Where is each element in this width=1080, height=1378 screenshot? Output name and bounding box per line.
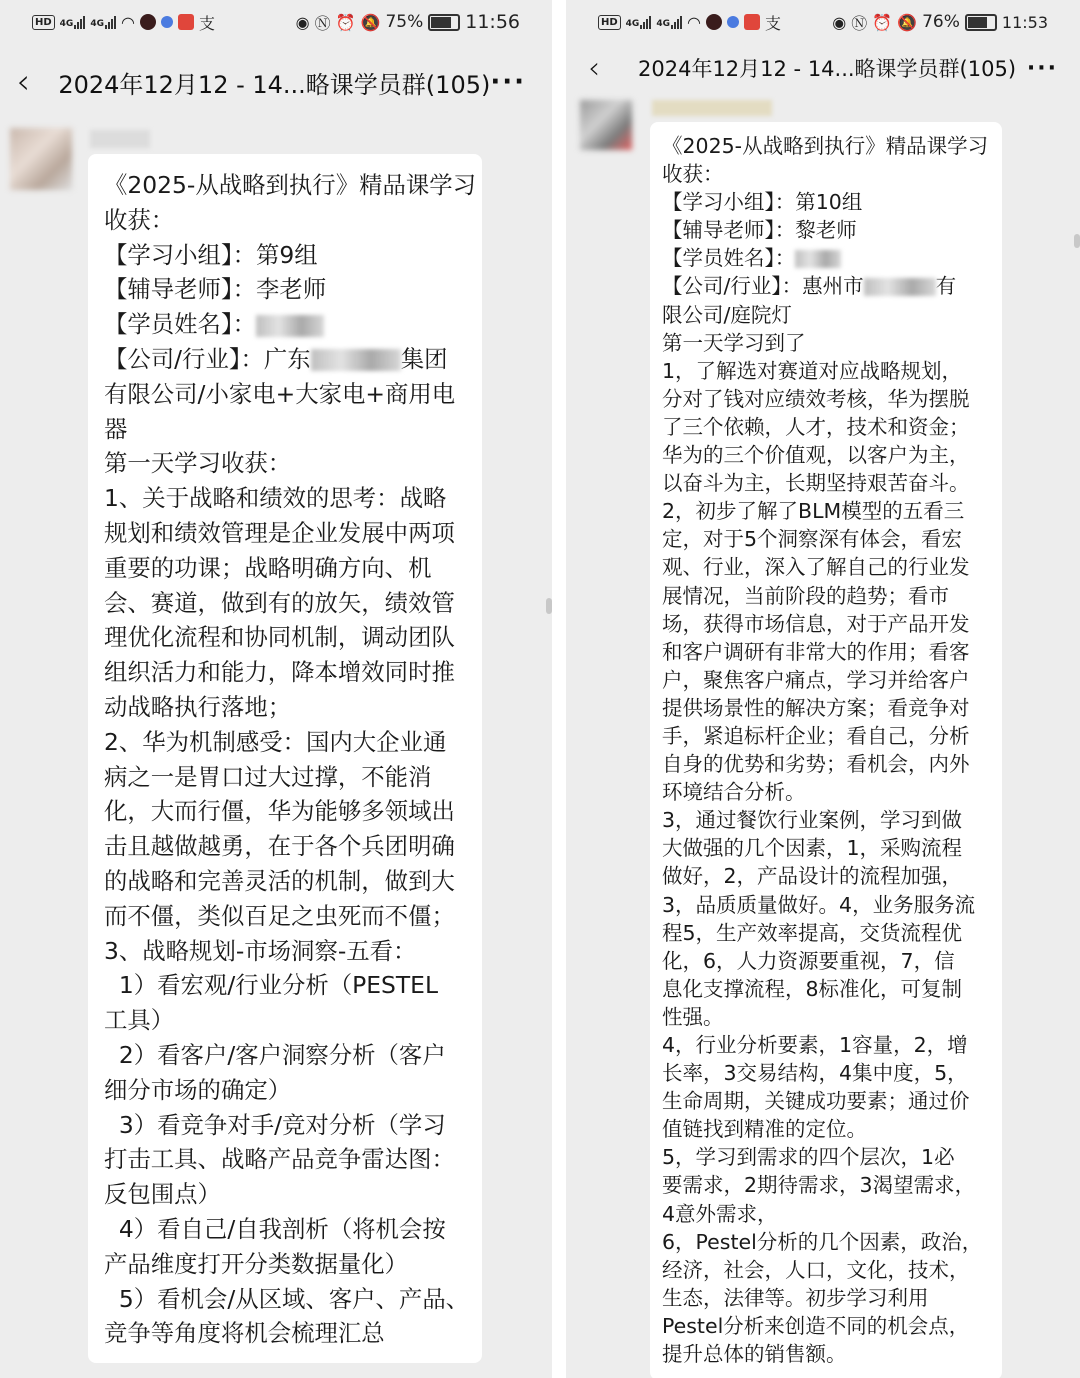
message-line (104, 342, 482, 377)
hd-badge-icon: HD (598, 15, 621, 30)
chat-header (566, 38, 1080, 98)
message-line (662, 244, 1002, 272)
message-line-text: 3，通过餐饮行业案例，学习到做 (662, 808, 963, 833)
message-line-text: 化，6，人力资源要重视，7，信 (662, 948, 955, 973)
message-line-text: 要需求，2期待需求，3渴望需求， (662, 1173, 976, 1198)
message-line-text: 竞争等角度将机会梳理汇总 (104, 1319, 385, 1348)
redacted-company (864, 278, 936, 296)
message-line-text: 5）看机会/从区域、客户、产品、 (104, 1284, 470, 1313)
message-line-text: 长率，3交易结构，4集中度，5， (662, 1061, 968, 1086)
message-line (662, 469, 1002, 497)
scroll-handle[interactable] (1074, 234, 1080, 248)
hd-badge-icon: HD (32, 15, 55, 30)
message-line-text: 收获： (662, 162, 724, 187)
message-line-text: 3）看竞争对手/竞对分析（学习 (104, 1110, 446, 1139)
message-line (662, 638, 1002, 666)
message-line (662, 1200, 1002, 1228)
message-line-text: 以奋斗为主，长期坚持艰苦奋斗。 (662, 471, 970, 496)
message-line-text: 【学习小组】：第9组 (104, 240, 318, 269)
alarm-icon: ⏰ (335, 12, 356, 32)
message-line-text: 展情况，当前阶段的趋势；看市 (662, 583, 949, 608)
message-line-text: 1）看宏观/行业分析（PESTEL (104, 971, 438, 1000)
message-line (104, 760, 482, 795)
message-line (104, 690, 482, 725)
message-line-text: 提升总体的销售额。 (662, 1342, 847, 1367)
message-line-text: 3，品质质量做好。4，业务服务流 (662, 892, 976, 917)
message-line (662, 301, 1002, 329)
message-line-text: 了三个依赖，人才，技术和资金； (662, 414, 970, 439)
message-line (104, 203, 482, 238)
message-line-text: 限公司/庭院灯 (662, 302, 792, 327)
message-line (662, 1312, 1002, 1340)
message-line-text: 和客户调研有非常大的作用；看客 (662, 639, 970, 664)
message-line (104, 655, 482, 690)
wifi-icon: ◠ (686, 12, 701, 32)
message-line (104, 1108, 482, 1143)
battery-percent: 75% (385, 12, 424, 32)
message-line (662, 216, 1002, 244)
message-line-text: 6，Pestel分析的几个因素，政治， (662, 1229, 983, 1254)
message-line-text: 3、战略规划-市场洞察-五看： (104, 936, 417, 965)
message-line (662, 694, 1002, 722)
battery-icon (965, 14, 997, 31)
message-line (662, 1171, 1002, 1199)
message-line-text: 环境结合分析。 (662, 780, 806, 805)
alarm-icon: ⏰ (872, 12, 893, 32)
message-line-text: 【学员姓名】： (662, 246, 796, 271)
message-line-text: 组织活力和能力，降本增效同时推 (104, 658, 455, 687)
message-line (662, 1284, 1002, 1312)
nfc-icon: Ⓝ (851, 13, 868, 33)
message-line (662, 525, 1002, 553)
message-line (662, 497, 1002, 525)
message-line-text: 手，紧追标杆企业；看自己，分析 (662, 723, 970, 748)
message-line-text: 理优化流程和协同机制，调动团队 (104, 623, 455, 652)
message-line-text: 规划和绩效管理是企业发展中两项 (104, 518, 455, 547)
message-line (104, 446, 482, 481)
message-line-text: 2）看客户/客户洞察分析（客户 (104, 1040, 446, 1069)
message-bubble[interactable] (650, 122, 1002, 1378)
message-line (662, 1143, 1002, 1171)
message-line (662, 947, 1002, 975)
message-line-text: 做好，2，产品设计的流程加强， (662, 864, 963, 889)
message-line (662, 272, 1002, 300)
message-line (662, 834, 1002, 862)
message-line (104, 551, 482, 586)
message-line-text: 击且越做越勇，在于各个兵团明确 (104, 832, 455, 861)
message-line (104, 168, 482, 203)
message-line (662, 582, 1002, 610)
message-line-text: 生命周期，关键成功要素；通过价 (662, 1089, 970, 1114)
message-line-text: 经济，社会，人口，文化，技术， (662, 1257, 970, 1282)
message-line-text: 反包围点） (104, 1180, 221, 1209)
message-line-text: 4）看自己/自我剖析（将机会按 (104, 1214, 446, 1243)
message-line-text: 程5，生产效率提高，交货流程优 (662, 920, 963, 945)
sender-nickname (90, 130, 150, 148)
message-line-text: 打击工具、战略产品竞争雷达图： (104, 1145, 455, 1174)
message-line-text: 5，学习到需求的四个层次，1必 (662, 1145, 955, 1170)
message-line-text: 息化支撑流程，8标准化，可复制 (662, 976, 963, 1001)
message-line (662, 1003, 1002, 1031)
message-line-text: 的战略和完善灵活的机制，做到大 (104, 866, 455, 895)
message-line (662, 1031, 1002, 1059)
signal-icon-2: 4G (656, 16, 682, 29)
message-line (662, 188, 1002, 216)
message-line (662, 1340, 1002, 1368)
chat-title: 2024年12月12 - 14...略课学员群(105) (58, 70, 491, 99)
message-line (104, 1316, 482, 1351)
message-line (104, 1177, 482, 1212)
message-line-text: 生态，法律等。初步学习利用 (662, 1285, 929, 1310)
message-line-text: 重要的功课；战略明确方向、机 (104, 553, 432, 582)
back-arrow-icon[interactable]: ‹ (588, 50, 600, 86)
scroll-handle[interactable] (546, 598, 552, 614)
message-line-text: 有限公司/小家电+大家电+商用电 (104, 379, 456, 408)
clock: 11:56 (465, 11, 520, 33)
message-line (104, 1073, 482, 1108)
message-line-text: 而不僵，类似百足之虫死而不僵； (104, 901, 455, 930)
message-line (662, 975, 1002, 1003)
message-line (662, 160, 1002, 188)
message-line-text: 分对了钱对应绩效考核，华为摆脱 (662, 386, 970, 411)
message-line-text: 工具） (104, 1006, 175, 1035)
message-line (104, 794, 482, 829)
redacted-company (311, 349, 401, 371)
message-line (662, 553, 1002, 581)
mute-icon: 🔕 (897, 12, 918, 32)
message-line (104, 934, 482, 969)
eye-icon: ◉ (295, 12, 310, 32)
message-line-text: 《2025-从战略到执行》精品课学习 (662, 134, 989, 158)
message-line (662, 750, 1002, 778)
message-line-text: 性强。 (662, 1004, 724, 1029)
message-line-text: 【学习小组】：第10组 (662, 190, 863, 215)
message-line-text: 【公司/行业】：惠州市 (662, 274, 864, 299)
message-line (104, 1142, 482, 1177)
clock: 11:53 (1001, 12, 1048, 32)
message-line (662, 441, 1002, 469)
message-line (662, 666, 1002, 694)
message-line (662, 357, 1002, 385)
message-line (104, 377, 482, 412)
message-line (662, 132, 1002, 160)
message-line-text: 值链找到精准的定位。 (662, 1117, 867, 1142)
message-line-text: 化，大而行僵，华为能够多领域出 (104, 797, 455, 826)
redacted-name (795, 250, 841, 268)
message-line (104, 1212, 482, 1247)
nfc-icon: Ⓝ (314, 13, 331, 33)
message-line (662, 1059, 1002, 1087)
message-line (104, 272, 482, 307)
app-notification-icon (140, 14, 156, 30)
message-line-text: 【公司/行业】：广东 (104, 344, 311, 373)
pay-icon: 支 (198, 13, 215, 33)
status-bar (0, 0, 552, 44)
eye-icon: ◉ (832, 12, 847, 32)
message-line (662, 413, 1002, 441)
message-line (662, 1115, 1002, 1143)
avatar[interactable] (580, 100, 632, 150)
message-line (662, 385, 1002, 413)
message-line (662, 862, 1002, 890)
sender-nickname (652, 100, 772, 116)
message-line-text: 【辅导老师】：黎老师 (662, 218, 857, 243)
message-line (662, 722, 1002, 750)
signal-icon: 4G (60, 16, 86, 29)
message-line (104, 586, 482, 621)
message-line (662, 806, 1002, 834)
message-line (104, 1282, 482, 1317)
message-line-text: 户，聚焦客户痛点，学习并给客户 (662, 667, 970, 692)
message-line-text: 4意外需求， (662, 1201, 778, 1226)
message-line (104, 864, 482, 899)
signal-icon: 4G (626, 16, 652, 29)
mute-icon: 🔕 (360, 12, 381, 32)
signal-icon-2: 4G (90, 16, 116, 29)
chat-header (0, 52, 552, 112)
message-line (662, 329, 1002, 357)
message-line-text: 第一天学习收获： (104, 449, 292, 478)
message-line-text: 自身的优势和劣势；看机会，内外 (662, 752, 970, 777)
message-line-text: 细分市场的确定） (104, 1075, 292, 1104)
message-line-text: 1、关于战略和绩效的思考：战略 (104, 484, 447, 513)
message-line-text: 动战略执行落地； (104, 692, 292, 721)
message-line (662, 1256, 1002, 1284)
message-line (662, 610, 1002, 638)
message-line (104, 412, 482, 447)
message-line-text: 【学员姓名】： (104, 310, 257, 339)
message-line (104, 725, 482, 760)
company-suffix: 集团 (400, 344, 448, 373)
message-line-text: 病之一是胃口过大过撑，不能消 (104, 762, 432, 791)
wifi-icon: ◠ (120, 12, 135, 32)
message-line-text: 提供场景性的解决方案；看竞争对 (662, 695, 970, 720)
music-icon (727, 16, 739, 28)
message-line-text: 【辅导老师】：李老师 (104, 275, 327, 304)
message-line-text: 产品维度打开分类数据量化） (104, 1249, 409, 1278)
music-icon (161, 16, 173, 28)
message-line (104, 1247, 482, 1282)
message-line (104, 968, 482, 1003)
right-chat-screen (566, 0, 1080, 1378)
message-line-text: 第一天学习到了 (662, 330, 806, 355)
back-arrow-icon[interactable]: ‹ (16, 62, 30, 102)
pay-icon: 支 (764, 13, 781, 33)
message-line (104, 899, 482, 934)
message-line-text: 1，了解选对赛道对应战略规划， (662, 358, 963, 383)
message-line (104, 481, 482, 516)
message-line-text: 大做强的几个因素，1，采购流程 (662, 836, 963, 861)
message-line (104, 238, 482, 273)
message-line-text: 2、华为机制感受：国内大企业通 (104, 727, 447, 756)
message-line-text: 场，获得市场信息，对于产品开发 (662, 611, 970, 636)
news-app-icon (178, 14, 194, 30)
message-bubble[interactable] (88, 154, 482, 1363)
message-line (104, 516, 482, 551)
more-options-icon[interactable]: ··· (1026, 55, 1058, 81)
message-line-text: 观、行业，深入了解自己的行业发 (662, 555, 970, 580)
more-options-icon[interactable]: ··· (490, 67, 526, 97)
message-line (662, 1228, 1002, 1256)
message-line-text: 会、赛道，做到有的放矢，绩效管 (104, 588, 455, 617)
avatar[interactable] (10, 128, 72, 190)
message-line-text: 器 (104, 414, 128, 443)
message-line-text: Pestel分析来创造不同的机会点， (662, 1313, 970, 1338)
message-line (104, 307, 482, 342)
redacted-name (256, 315, 324, 337)
message-line-text: 《2025-从战略到执行》精品课学习 (104, 171, 477, 199)
chat-title: 2024年12月12 - 14...略课学员群(105) (638, 57, 1017, 81)
message-line (662, 1087, 1002, 1115)
message-line-text: 定，对于5个洞察深有体会，看宏 (662, 527, 963, 552)
app-notification-icon (706, 14, 722, 30)
message-line (104, 620, 482, 655)
message-line-text: 2，初步了解了BLM模型的五看三 (662, 499, 965, 524)
message-line (104, 1003, 482, 1038)
message-line-text: 4，行业分析要素，1容量，2，增 (662, 1033, 968, 1057)
battery-percent: 76% (922, 12, 960, 32)
message-line (104, 829, 482, 864)
message-line (104, 1038, 482, 1073)
message-line (662, 891, 1002, 919)
message-line (662, 778, 1002, 806)
message-line-text: 华为的三个价值观，以客户为主， (662, 443, 970, 468)
battery-icon (428, 14, 460, 31)
news-app-icon (744, 14, 760, 30)
company-suffix: 有 (935, 274, 957, 299)
message-line-text: 收获： (104, 205, 175, 234)
message-line (662, 919, 1002, 947)
